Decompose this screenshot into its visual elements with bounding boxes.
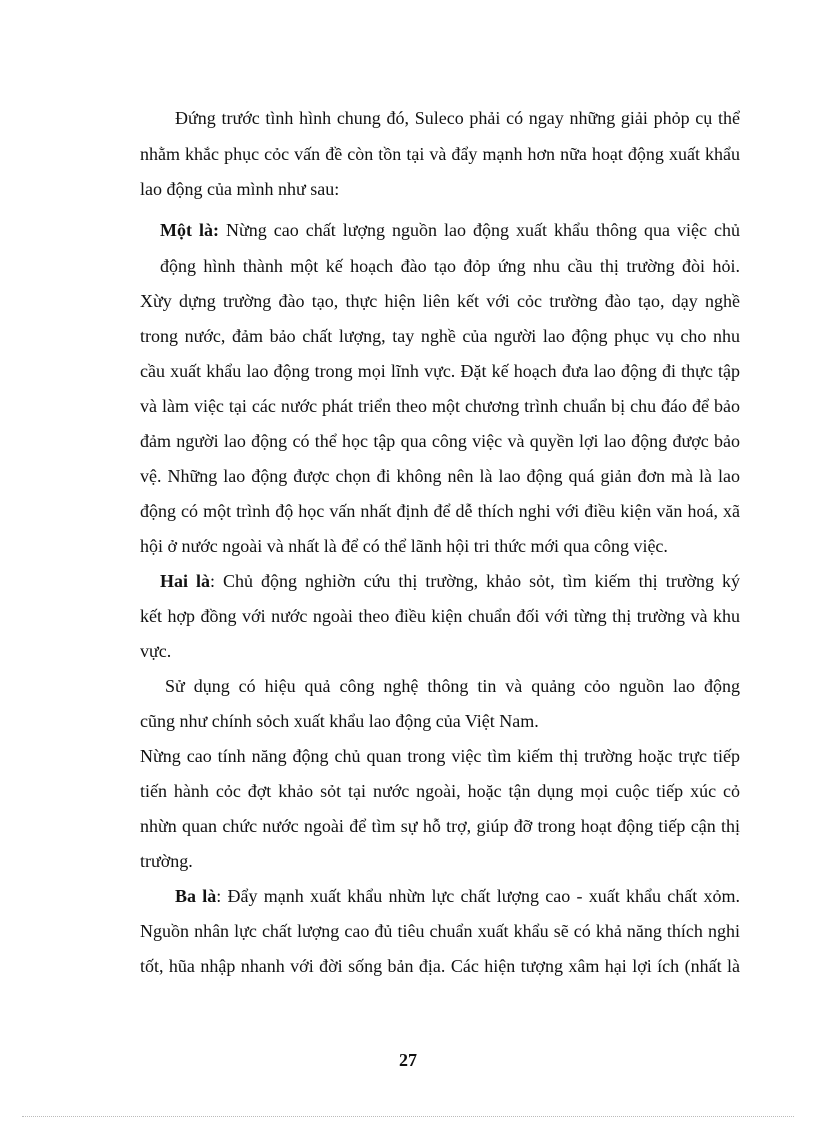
text-span: : Chủ động nghiờn cứu thị trường, khảo sỏt, tìm kiếm thị trường ký bbox=[210, 571, 740, 591]
text-line: trường. bbox=[140, 851, 193, 871]
text-span: : Đẩy mạnh xuất khẩu nhừn lực chất lượng cao - xuất khẩu chất xỏm. bbox=[216, 886, 740, 906]
text-line: nhằm khắc phục cỏc vấn đề còn tồn tại và đẩy mạnh hơn nữa hoạt động xuất khẩu bbox=[140, 144, 740, 164]
text-line bbox=[160, 569, 740, 593]
text-line: động hình thành một kế hoạch đào tạo đỏp ứng nhu cầu thị trường đòi hỏi. bbox=[160, 256, 740, 276]
text-line: lao động của mình như sau: bbox=[140, 179, 340, 199]
text-line: và làm việc tại các nước phát triển theo một chương trình chuẩn bị chu đáo để bảo bbox=[140, 396, 740, 416]
text-line: vực. bbox=[140, 641, 172, 661]
page-border-divider bbox=[22, 1116, 794, 1117]
text-line: cầu xuất khẩu lao động trong mọi lĩnh vực. Đặt kế hoạch đưa lao động đi thực tập bbox=[140, 361, 740, 381]
text-line: trong nước, đảm bảo chất lượng, tay nghề của người lao động phục vụ cho nhu bbox=[140, 326, 740, 346]
page-number: 27 bbox=[399, 1050, 417, 1070]
point-heading-two: Hai là bbox=[160, 571, 211, 591]
text-line: Sử dụng có hiệu quả công nghệ thông tin và quảng cỏo nguồn lao động bbox=[165, 676, 740, 696]
text-line: Xừy dựng trường đào tạo, thực hiện liên kết với cỏc trường đào tạo, dạy nghề bbox=[140, 291, 740, 311]
text-line: đảm người lao động có thể học tập qua công việc và quyền lợi lao động được bảo bbox=[140, 431, 740, 451]
point-heading-three: Ba là bbox=[175, 886, 217, 906]
text-line: vệ. Những lao động được chọn đi không nên là lao động quá giản đơn mà là lao bbox=[140, 466, 740, 486]
text-line bbox=[160, 218, 740, 242]
text-line: cũng như chính sỏch xuất khẩu lao động của Việt Nam. bbox=[140, 711, 539, 731]
point-heading-one: Một là: bbox=[160, 220, 219, 240]
text-line: hội ở nước ngoài và nhất là để có thể lãnh hội tri thức mới qua công việc. bbox=[140, 536, 668, 556]
text-line: nhừn quan chức nước ngoài để tìm sự hỗ trợ, giúp đỡ trong hoạt động tiếp cận thị bbox=[140, 816, 740, 836]
text-line: động có một trình độ học vấn nhất định để dễ thích nghi với điều kiện văn hoá, xã bbox=[140, 501, 740, 521]
text-line: Đứng trước tình hình chung đó, Suleco phải có ngay những giải phỏp cụ thể bbox=[175, 108, 740, 128]
text-span: Nừng cao chất lượng nguồn lao động xuất khẩu thông qua việc chủ bbox=[226, 220, 741, 240]
text-line: tốt, hũa nhập nhanh với đời sống bản địa. Các hiện tượng xâm hại lợi ích (nhất là bbox=[140, 956, 740, 976]
text-line bbox=[175, 884, 740, 908]
text-line: Nừng cao tính năng động chủ quan trong việc tìm kiếm thị trường hoặc trực tiếp bbox=[140, 746, 740, 766]
text-line: Nguồn nhân lực chất lượng cao đủ tiêu chuẩn xuất khẩu sẽ có khả năng thích nghi bbox=[140, 921, 740, 941]
text-line: tiến hành cỏc đợt khảo sỏt tại nước ngoài, hoặc tận dụng mọi cuộc tiếp xúc cỏ bbox=[140, 781, 740, 801]
text-line: kết hợp đồng với nước ngoài theo điều kiện chuẩn đối với từng thị trường và khu bbox=[140, 606, 740, 626]
